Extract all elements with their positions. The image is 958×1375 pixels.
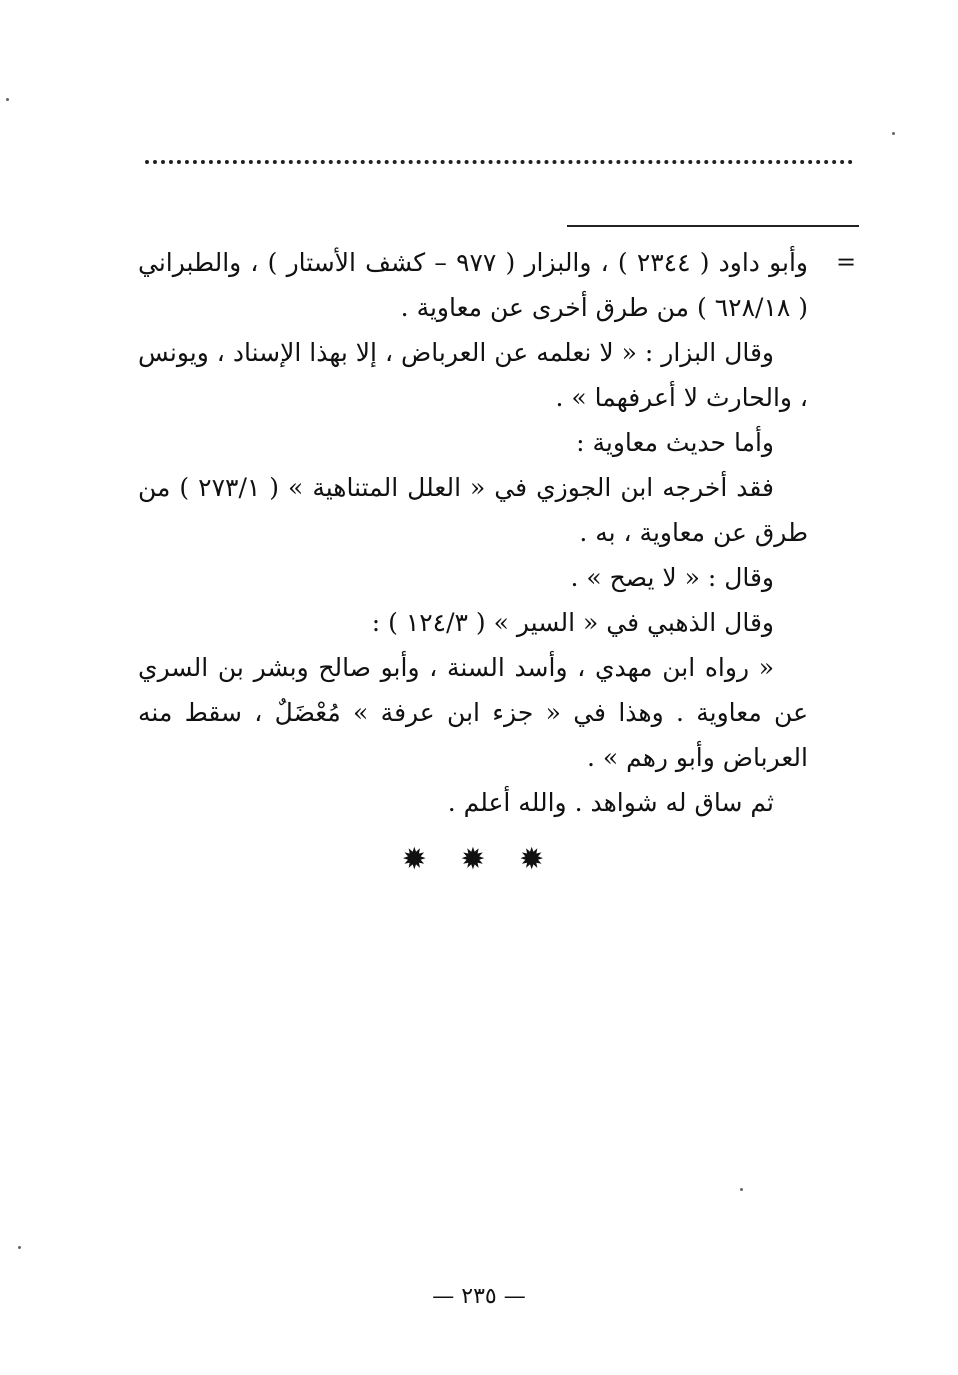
scan-speck bbox=[892, 132, 895, 135]
continuation-mark: = bbox=[836, 248, 857, 276]
dotted-separator bbox=[145, 160, 853, 164]
footnote-paragraph-1: وأبو داود ( ٢٣٤٤ ) ، والبزار ( ٩٧٧ – كشف الأستار ) ، والطبراني ( ٦٢٨/١٨ ) من طرق أخرى عن معاوية . bbox=[138, 248, 808, 322]
scan-speck bbox=[6, 98, 9, 101]
footnote-body bbox=[138, 240, 808, 825]
footnote-paragraph-3: وأما حديث معاوية : bbox=[576, 428, 774, 457]
footnote-paragraph-4: فقد أخرجه ابن الجوزي في « العلل المتناهية » ( ٢٧٣/١ ) من طرق عن معاوية ، به . bbox=[138, 473, 808, 547]
page-number: — ٢٣٥ — bbox=[432, 1284, 526, 1309]
footnote-separator-line bbox=[567, 225, 859, 227]
scan-speck bbox=[740, 1188, 743, 1191]
footnote-paragraph-6: وقال الذهبي في « السير » ( ١٢٤/٣ ) : bbox=[371, 608, 774, 637]
footnote-paragraph-2: وقال البزار : « لا نعلمه عن العرباض ، إلا بهذا الإسناد ، ويونس ، والحارث لا أعرفهما » . bbox=[138, 338, 808, 412]
ornament-stars: ✹ ✹ ✹ bbox=[401, 842, 557, 877]
scan-speck bbox=[18, 1246, 21, 1249]
footnote-paragraph-7: « رواه ابن مهدي ، وأسد السنة ، وأبو صالح وبشر بن السري عن معاوية . وهذا في « جزء ابن عرفة » مُعْضَلٌ ، سقط منه العرباض وأبو رهم » . bbox=[138, 653, 808, 772]
footnote-paragraph-8: ثم ساق له شواهد . والله أعلم . bbox=[447, 788, 774, 817]
footnote-paragraph-5: وقال : « لا يصح » . bbox=[570, 563, 774, 592]
